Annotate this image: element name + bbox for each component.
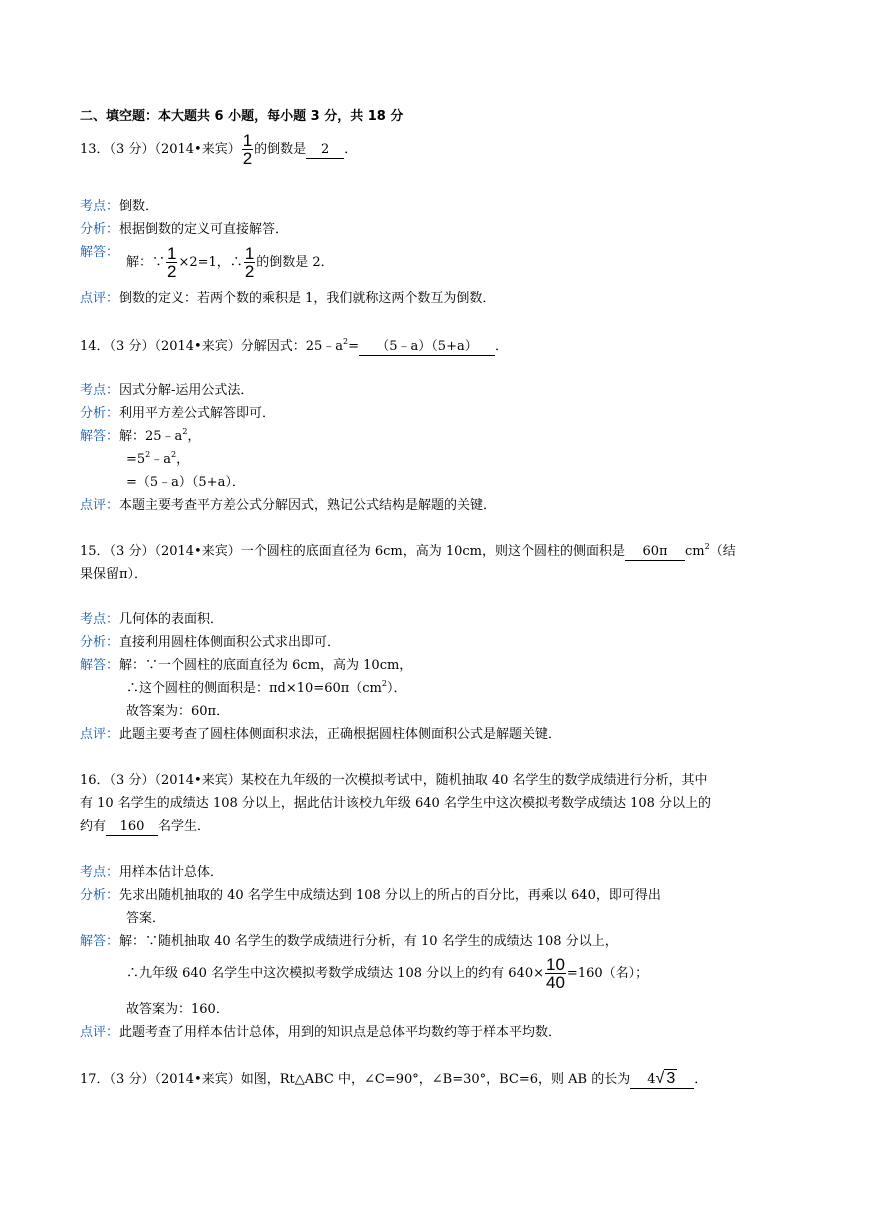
q15-jieda-1 [80, 657, 412, 675]
q16-jieda-1 [80, 933, 618, 951]
fenxi-label: 分析： [80, 888, 120, 903]
dianping-text: 此题考查了用样本估计总体，用到的知识点是总体平均数约等于样本平均数． [119, 1025, 562, 1040]
q15-text: （结 [709, 544, 736, 559]
q16-dianping [80, 1024, 561, 1042]
frac-numerator: 10 [546, 955, 565, 974]
fenxi-label: 分析： [80, 222, 120, 237]
kaodian-text: 因式分解-运用公式法． [119, 383, 254, 398]
q13-end: ． [344, 142, 358, 157]
question-16-line-2: 有 10 名学生的成绩达 108 分以上，据此估计该校九年级 640 名学生中这次模拟考数学成绩达 108 分以上的 [80, 796, 712, 811]
kaodian-text: 用样本估计总体． [119, 865, 224, 880]
question-15-line-1 [80, 543, 736, 561]
q16-text: 约有 [80, 819, 107, 834]
q17-end: ． [694, 1072, 708, 1087]
dianping-text: 倒数的定义：若两个数的乘积是 1，我们就称这两个数互为倒数． [119, 291, 496, 306]
exponent: 2 [171, 450, 177, 459]
dianping-label: 点评： [80, 291, 120, 306]
frac-denominator: 2 [242, 149, 253, 168]
q16-jieda-3: 故答案为：160． [126, 1002, 229, 1017]
q14-answer: （5﹣a）（5+a） [359, 339, 495, 356]
q16-jieda-2 [126, 952, 648, 996]
exponent: 2 [381, 679, 387, 688]
answer-coefficient: 4 [647, 1072, 656, 1087]
jieda-text: ﹣a [150, 452, 172, 467]
q14-eq: = [348, 339, 359, 354]
kaodian-text: 几何体的表面积． [119, 612, 224, 627]
frac-denominator: 2 [167, 262, 177, 281]
fenxi-text: 先求出随机抽取的 40 名学生中成绩达到 108 分以上的所占的百分比，再乘以 640，即可得出 [119, 888, 661, 903]
jieda-text: 解：25﹣a [119, 429, 183, 444]
q16-answer: 160 [106, 819, 158, 836]
question-17 [80, 1071, 707, 1089]
section-title: 二、填空题：本大题共 6 小题，每小题 3 分，共 18 分 [80, 109, 404, 124]
dianping-text: 本题主要考查平方差公式分解因式，熟记公式结构是解题的关键． [119, 498, 497, 513]
jieda-text: ， [176, 452, 190, 467]
fenxi-text: 直接利用圆柱体侧面积公式求出即可． [119, 635, 341, 650]
question-14 [80, 338, 508, 356]
jieda-label: 解答： [80, 429, 120, 444]
q16-fraction [545, 956, 566, 991]
q13-prefix: 13．（3 分）（2014•来宾） [80, 142, 241, 157]
q15-fenxi [80, 634, 340, 652]
dianping-text: 此题主要考查了圆柱体侧面积求法，正确根据圆柱体侧面积公式是解题关键． [119, 727, 562, 742]
jieda-text: ∴九年级 640 名学生中这次模拟考数学成绩达 108 分以上的约有 640× [126, 966, 544, 981]
q14-fenxi [80, 405, 275, 423]
q13-text: 的倒数是 [254, 142, 307, 157]
fenxi-label: 分析： [80, 635, 120, 650]
jieda-text: ）． [386, 681, 407, 696]
q17-answer [630, 1071, 694, 1089]
q16-fenxi-2: 答案． [126, 911, 166, 926]
kaodian-label: 考点： [80, 612, 120, 627]
jieda-text: 解：∵一个圆柱的底面直径为 6cm，高为 10cm， [119, 658, 413, 673]
kaodian-text: 倒数． [119, 199, 159, 214]
q13-jieda-label: 解答： [80, 245, 120, 260]
q14-end: ． [495, 339, 509, 354]
question-15-line-2: 果保留π）． [80, 567, 148, 582]
frac-numerator: 1 [167, 244, 177, 263]
jieda-text: 解：∵ [126, 255, 166, 270]
fenxi-text: 根据倒数的定义可直接解答． [119, 222, 289, 237]
q17-prefix: 17．（3 分）（2014•来宾）如图，Rt△ABC 中，∠C=90°，∠B=30°，BC=6，则 AB 的长为 [80, 1072, 631, 1087]
q13-jieda-fraction-2 [244, 245, 255, 280]
q14-jieda-1 [80, 428, 200, 446]
q14-exponent: 2 [343, 337, 349, 346]
radicand: 3 [666, 1070, 676, 1087]
jieda-label: 解答： [80, 934, 120, 949]
q14-prefix: 14．（3 分）（2014•来宾）分解因式：25﹣a [80, 339, 343, 354]
q15-answer: 60π [625, 544, 685, 561]
question-13 [80, 130, 357, 170]
question-16-line-1: 16．（3 分）（2014•来宾）某校在九年级的一次模拟考试中，随机抽取 40 名学生的数学成绩进行分析，其中 [80, 773, 708, 788]
jieda-text: 的倒数是 2． [256, 255, 334, 270]
q16-fenxi-1 [80, 887, 661, 905]
q13-jieda-fraction-1 [166, 245, 177, 280]
q15-exponent: 2 [704, 542, 710, 551]
kaodian-label: 考点： [80, 865, 120, 880]
question-16-line-3 [80, 818, 210, 836]
q15-text: 15．（3 分）（2014•来宾）一个圆柱的底面直径为 6cm，高为 10cm，则这个圆柱的侧面积是 [80, 544, 625, 559]
fenxi-text: 利用平方差公式解答即可． [119, 406, 276, 421]
jieda-text: =5 [126, 452, 146, 467]
jieda-text: ∴这个圆柱的侧面积是：πd×10=60π（cm [126, 681, 382, 696]
exponent: 2 [145, 450, 151, 459]
q15-unit: cm [685, 544, 705, 559]
frac-numerator: 1 [244, 244, 255, 263]
jieda-label: 解答： [80, 658, 120, 673]
exponent: 2 [182, 427, 188, 436]
jieda-text: ×2=1，∴ [178, 255, 243, 270]
q14-jieda-3: =（5﹣a）（5+a）． [126, 475, 245, 490]
q13-kaodian [80, 198, 158, 216]
sqrt-symbol: √ 3 [655, 1070, 676, 1087]
q16-text: 名学生． [158, 819, 211, 834]
q16-kaodian [80, 864, 223, 882]
q13-fenxi [80, 221, 288, 239]
frac-denominator: 40 [546, 973, 565, 992]
fenxi-label: 分析： [80, 406, 120, 421]
kaodian-label: 考点： [80, 383, 120, 398]
jieda-text: =160（名）； [566, 966, 649, 981]
q13-jieda [126, 243, 334, 283]
q14-jieda-2 [126, 451, 189, 469]
dianping-label: 点评： [80, 727, 120, 742]
q13-fraction [242, 132, 253, 167]
dianping-label: 点评： [80, 498, 120, 513]
frac-numerator: 1 [242, 131, 253, 150]
q15-dianping [80, 726, 561, 744]
q14-kaodian [80, 382, 253, 400]
jieda-text: 解：∵随机抽取 40 名学生的数学成绩进行分析，有 10 名学生的成绩达 108 分以上， [119, 934, 618, 949]
q15-jieda-3: 故答案为：60π． [126, 704, 230, 719]
dianping-label: 点评： [80, 1025, 120, 1040]
q15-jieda-2 [126, 680, 407, 698]
frac-denominator: 2 [244, 262, 255, 281]
jieda-text: ， [187, 429, 201, 444]
q13-answer: 2 [306, 142, 344, 159]
q14-dianping [80, 497, 496, 515]
q13-dianping [80, 290, 495, 308]
q15-kaodian [80, 611, 223, 629]
kaodian-label: 考点： [80, 199, 120, 214]
